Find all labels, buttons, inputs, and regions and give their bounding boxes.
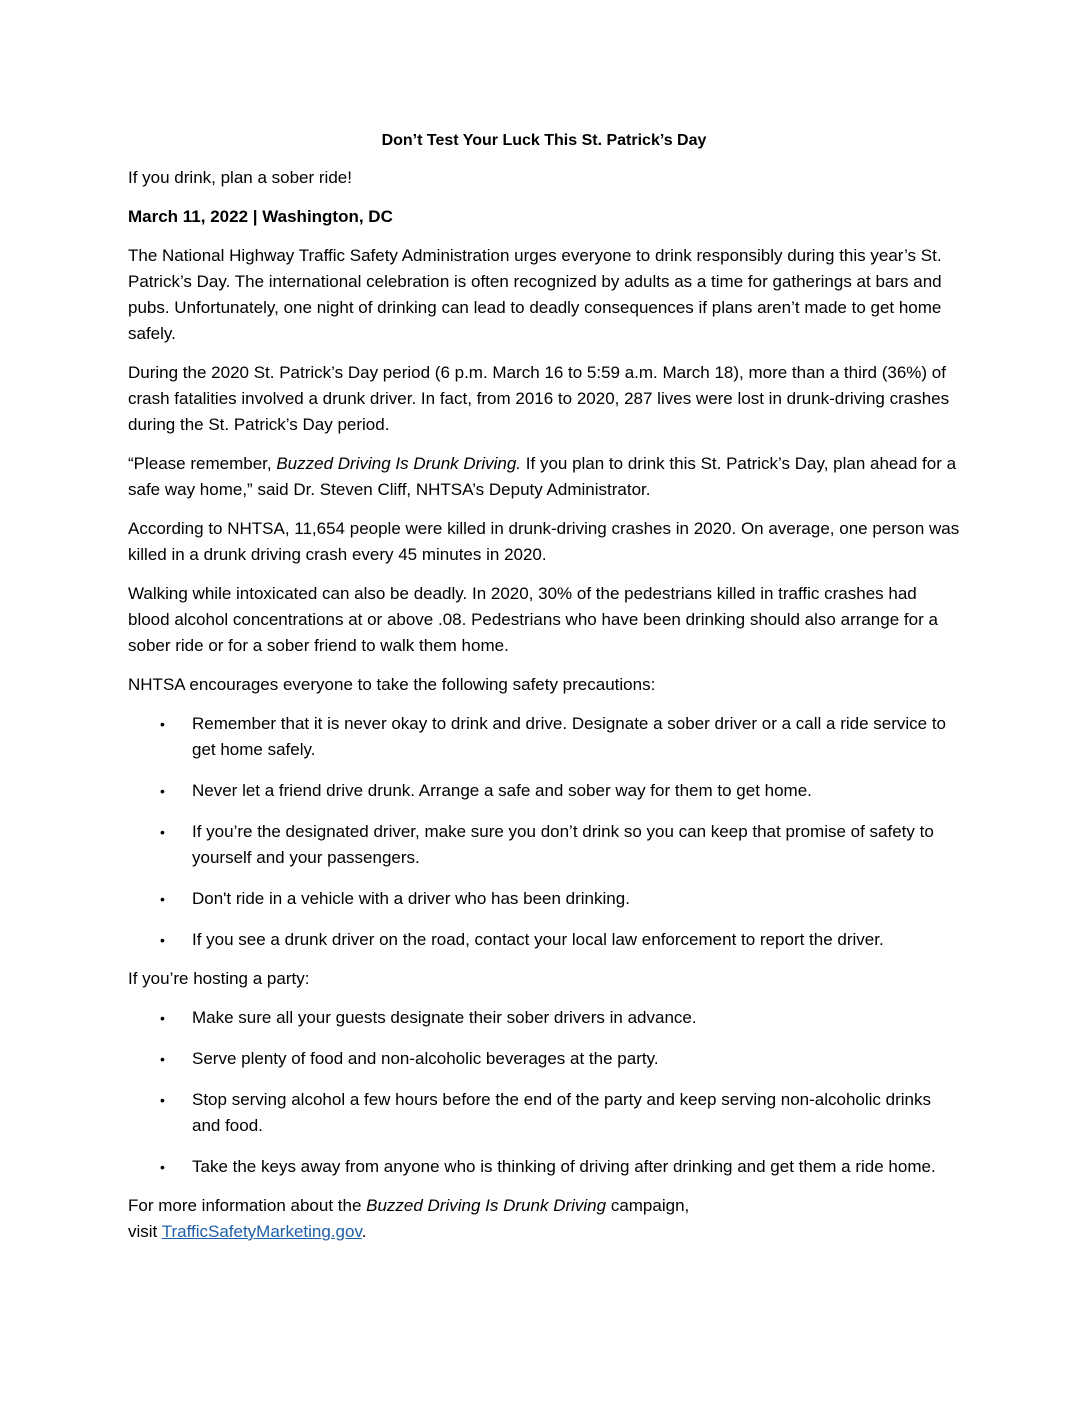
bullet-icon: • — [160, 1159, 165, 1175]
bullet-icon: • — [160, 1092, 165, 1108]
list-item-text: Serve plenty of food and non-alcoholic beverages at the party. — [192, 1049, 659, 1068]
list-item-text: If you’re the designated driver, make sure you don’t drink so you can keep that promise of safety to yourself and your passengers. — [192, 822, 934, 867]
list-item — [128, 1154, 960, 1180]
paragraph-statistics: During the 2020 St. Patrick’s Day period (6 p.m. March 16 to 5:59 a.m. March 18), more than a third (36%) of crash fatalities involved a drunk driver. In fact, from 2016 to 2020, 287 lives were lost in drunk-driving crashes during the St. Patrick’s Day period. — [128, 363, 950, 434]
list-item — [128, 1046, 960, 1072]
document-title: Don’t Test Your Luck This St. Patrick’s Day — [381, 132, 707, 149]
closing-visit: visit — [128, 1222, 162, 1241]
quote-post: If you plan to drink this St. Patrick’s Day, plan ahead for a safe way home,” said Dr. Steven Cliff, NHTSA’s Deputy Administrator. — [128, 454, 957, 499]
closing-post: . — [361, 1222, 367, 1241]
list-item-text: Make sure all your guests designate their sober drivers in advance. — [192, 1008, 697, 1027]
list-item-text: Stop serving alcohol a few hours before the end of the party and keep serving non-alcoholic drinks and food. — [192, 1090, 932, 1135]
list-item — [128, 711, 960, 763]
paragraph-hosting-intro: If you’re hosting a party: — [128, 969, 310, 988]
list-item — [128, 778, 960, 804]
list-item-text: Take the keys away from anyone who is thinking of driving after drinking and get them a ride home. — [192, 1157, 936, 1176]
paragraph-precautions-intro: NHTSA encourages everyone to take the following safety precautions: — [128, 675, 656, 694]
document-subtitle: If you drink, plan a sober ride! — [128, 168, 352, 187]
bullet-icon: • — [160, 1010, 165, 1026]
list-item-text: Remember that it is never okay to drink and drive. Designate a sober driver or a call a ride service to get home safely. — [192, 714, 947, 759]
bullet-icon: • — [160, 783, 165, 799]
precautions-list — [128, 711, 960, 953]
bullet-icon: • — [160, 932, 165, 948]
traffic-safety-marketing-link[interactable]: TrafficSafetyMarketing.gov — [161, 1222, 362, 1241]
bullet-icon: • — [160, 1051, 165, 1067]
list-item — [128, 819, 960, 871]
quote-campaign-name: Buzzed Driving Is Drunk Driving. — [276, 454, 522, 473]
paragraph-intro: The National Highway Traffic Safety Administration urges everyone to drink responsibly during this year’s St. Patrick’s Day. The international celebration is often recognized by adults as a time for gatherings at bars and pubs. Unfortunately, one night of drinking can lead to deadly consequences if plans aren’t made to get home safely. — [128, 246, 942, 343]
list-item-text: Never let a friend drive drunk. Arrange a safe and sober way for them to get home. — [192, 781, 812, 800]
list-item — [128, 927, 960, 953]
bullet-icon: • — [160, 891, 165, 907]
list-item — [128, 1087, 960, 1139]
hosting-tips-list — [128, 1005, 960, 1180]
paragraph-quote — [128, 451, 960, 503]
bullet-icon: • — [160, 824, 165, 840]
list-item — [128, 1005, 960, 1031]
paragraph-closing — [128, 1193, 960, 1245]
quote-pre: “Please remember, — [128, 454, 277, 473]
list-item-text: If you see a drunk driver on the road, contact your local law enforcement to report the driver. — [192, 930, 884, 949]
closing-campaign-name: Buzzed Driving Is Drunk Driving — [366, 1196, 607, 1215]
bullet-icon: • — [160, 716, 165, 732]
closing-mid: campaign, — [606, 1196, 690, 1215]
list-item-text: Don't ride in a vehicle with a driver who has been drinking. — [192, 889, 630, 908]
dateline: March 11, 2022 | Washington, DC — [128, 207, 393, 226]
paragraph-pedestrians: Walking while intoxicated can also be deadly. In 2020, 30% of the pedestrians killed in traffic crashes had blood alcohol concentrations at or above .08. Pedestrians who have been drinking should also arrange for a sober ride or for a sober friend to walk them home. — [128, 584, 938, 655]
closing-pre: For more information about the — [128, 1196, 367, 1215]
list-item — [128, 886, 960, 912]
paragraph-fatalities: According to NHTSA, 11,654 people were killed in drunk-driving crashes in 2020. On average, one person was killed in a drunk driving crash every 45 minutes in 2020. — [128, 519, 960, 564]
